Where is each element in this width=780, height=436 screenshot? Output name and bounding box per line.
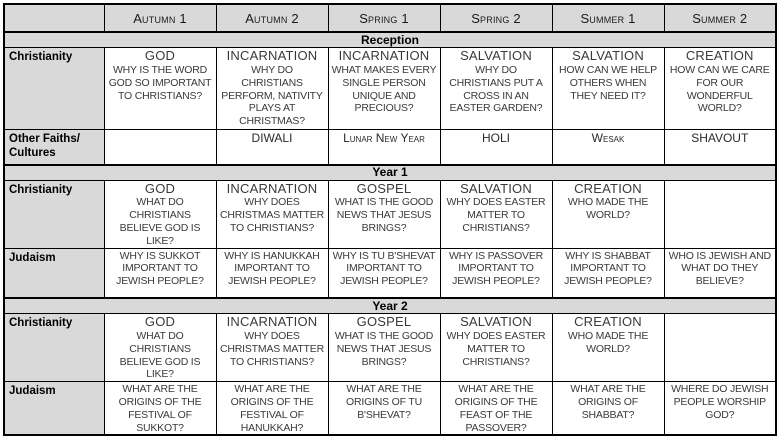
cell-reception-other-autumn1 <box>104 130 216 165</box>
unit-question: WHERE DO JEWISH PEOPLE WORSHIP GOD? <box>671 383 769 421</box>
year2-band-label: Year 2 <box>4 298 776 314</box>
unit-question: WHY IS SUKKOT IMPORTANT TO JEWISH PEOPLE? <box>116 249 204 288</box>
column-header-autumn2: Autumn 2 <box>216 4 328 32</box>
cell-y1-judaism-autumn2 <box>216 248 328 298</box>
unit-title: INCARNATION <box>226 180 318 196</box>
unit-title: CREATION <box>574 180 642 196</box>
cell-reception-other-summer1: Wesak <box>552 130 664 165</box>
cell-y1-christianity-spring2 <box>440 180 552 248</box>
unit-question: WHY DOES EASTER MATTER TO CHRISTIANS? <box>446 330 546 368</box>
unit-title: GOD <box>144 180 176 196</box>
cell-reception-christianity-summer2 <box>664 48 776 130</box>
unit-title: INCARNATION <box>226 314 318 330</box>
row-label-christianity: Christianity <box>4 48 104 130</box>
unit-question: WHY DOES EASTER MATTER TO CHRISTIANS? <box>446 196 546 235</box>
cell-y2-christianity-spring1 <box>328 314 440 382</box>
cell-y2-judaism-autumn1 <box>104 382 216 436</box>
unit-question: WHAT ARE THE ORIGINS OF THE FEAST OF THE PASSOVER? <box>454 383 538 434</box>
corner-cell <box>4 4 104 32</box>
cell-y1-judaism-spring2 <box>440 248 552 298</box>
cell-y2-christianity-summer1 <box>552 314 664 382</box>
unit-question: HOW CAN WE HELP OTHERS WHEN THEY NEED IT? <box>559 63 657 102</box>
unit-title: GOD <box>144 48 176 63</box>
cell-y2-judaism-spring1 <box>328 382 440 436</box>
cell-reception-other-spring2: HOLI <box>440 130 552 165</box>
cell-reception-christianity-spring2 <box>440 48 552 130</box>
unit-question: WHY DO CHRISTIANS PUT A CROSS IN AN EASTER GARDEN? <box>449 63 543 115</box>
cell-y2-judaism-spring2 <box>440 382 552 436</box>
year2-band-row <box>4 298 776 314</box>
unit-question: WHAT IS THE GOOD NEWS THAT JESUS BRINGS? <box>334 330 434 368</box>
cell-y1-christianity-spring1 <box>328 180 440 248</box>
column-header-spring1: Spring 1 <box>328 4 440 32</box>
unit-question: WHAT IS THE GOOD NEWS THAT JESUS BRINGS? <box>334 196 434 235</box>
column-header-spring2: Spring 2 <box>440 4 552 32</box>
column-header-summer1: Summer 1 <box>552 4 664 32</box>
unit-question: WHY DOES CHRISTMAS MATTER TO CHRISTIANS? <box>220 196 324 235</box>
cell-y2-judaism-autumn2 <box>216 382 328 436</box>
cell-y1-christianity-summer1 <box>552 180 664 248</box>
row-label-judaism: Judaism <box>4 382 104 436</box>
re-curriculum-table <box>3 3 777 436</box>
unit-title: GOD <box>144 314 176 330</box>
unit-title: SALVATION <box>572 48 644 63</box>
year1-judaism-row <box>4 248 776 298</box>
unit-question: WHAT ARE THE ORIGINS OF SHABBAT? <box>570 383 646 421</box>
cell-y1-judaism-summer1 <box>552 248 664 298</box>
reception-christianity-row <box>4 48 776 130</box>
unit-title: CREATION <box>685 48 754 63</box>
column-header-summer2: Summer 2 <box>664 4 776 32</box>
reception-band-row <box>4 32 776 48</box>
unit-title: GOSPEL <box>356 180 412 196</box>
cell-y1-christianity-summer2 <box>664 180 776 248</box>
row-label-christianity: Christianity <box>4 180 104 248</box>
reception-band-label: Reception <box>4 32 776 48</box>
unit-question: WHO MADE THE WORLD? <box>567 196 649 222</box>
unit-question: WHY IS HANUKKAH IMPORTANT TO JEWISH PEOPLE? <box>224 249 320 288</box>
cell-reception-other-autumn2: DIWALI <box>216 130 328 165</box>
cell-y2-christianity-autumn2 <box>216 314 328 382</box>
cell-reception-other-spring1: Lunar New Year <box>328 130 440 165</box>
unit-question: WHY IS SHABBAT IMPORTANT TO JEWISH PEOPLE? <box>564 249 652 288</box>
unit-question: WHO MADE THE WORLD? <box>567 330 649 355</box>
reception-other-faiths-row <box>4 130 776 165</box>
column-header-autumn1: Autumn 1 <box>104 4 216 32</box>
unit-question: WHAT ARE THE ORIGINS OF TU B'SHEVAT? <box>346 383 422 421</box>
cell-y2-christianity-spring2 <box>440 314 552 382</box>
cell-reception-christianity-summer1 <box>552 48 664 130</box>
unit-question: WHY IS PASSOVER IMPORTANT TO JEWISH PEOPLE? <box>448 249 544 288</box>
unit-question: WHY DOES CHRISTMAS MATTER TO CHRISTIANS? <box>220 330 324 368</box>
row-label-other-faiths: Other Faiths/ Cultures <box>4 130 104 165</box>
cell-y2-judaism-summer1 <box>552 382 664 436</box>
unit-title: SALVATION <box>460 180 532 196</box>
year2-christianity-row <box>4 314 776 382</box>
cell-y1-judaism-spring1 <box>328 248 440 298</box>
row-label-judaism: Judaism <box>4 248 104 298</box>
unit-title: INCARNATION <box>338 48 430 63</box>
year2-judaism-row <box>4 382 776 436</box>
unit-title: GOSPEL <box>356 314 412 330</box>
unit-question: WHAT DO CHRISTIANS BELIEVE GOD IS LIKE? <box>119 330 201 381</box>
unit-title: INCARNATION <box>226 48 318 63</box>
cell-y2-christianity-summer2 <box>664 314 776 382</box>
unit-question: WHAT MAKES EVERY SINGLE PERSON UNIQUE AND PRECIOUS? <box>331 63 437 115</box>
cell-reception-christianity-autumn1 <box>104 48 216 130</box>
unit-question: WHAT DO CHRISTIANS BELIEVE GOD IS LIKE? <box>119 196 201 247</box>
unit-question: WHY DO CHRISTIANS PERFORM, NATIVITY PLAYS AT CHRISTMAS? <box>221 63 323 128</box>
unit-question: HOW CAN WE CARE FOR OUR WONDERFUL WORLD? <box>669 63 770 115</box>
cell-y2-judaism-summer2 <box>664 382 776 436</box>
cell-y1-christianity-autumn1 <box>104 180 216 248</box>
unit-question: WHY IS TU B'SHEVAT IMPORTANT TO JEWISH PEOPLE? <box>332 249 436 288</box>
unit-title: CREATION <box>574 314 642 330</box>
year1-band-row <box>4 165 776 181</box>
year1-band-label: Year 1 <box>4 165 776 181</box>
unit-title: SALVATION <box>460 48 532 63</box>
unit-title: SALVATION <box>460 314 532 330</box>
cell-y1-christianity-autumn2 <box>216 180 328 248</box>
header-row <box>4 4 776 32</box>
cell-y2-christianity-autumn1 <box>104 314 216 382</box>
unit-question: WHAT ARE THE ORIGINS OF THE FESTIVAL OF SUKKOT? <box>118 383 202 434</box>
unit-question: WHO IS JEWISH AND WHAT DO THEY BELIEVE? <box>668 249 771 288</box>
cell-reception-christianity-spring1 <box>328 48 440 130</box>
cell-reception-other-summer2: SHAVOUT <box>664 130 776 165</box>
cell-y1-judaism-autumn1 <box>104 248 216 298</box>
year1-christianity-row <box>4 180 776 248</box>
unit-question: WHAT ARE THE ORIGINS OF THE FESTIVAL OF HANUKKAH? <box>230 383 314 434</box>
cell-reception-christianity-autumn2 <box>216 48 328 130</box>
cell-y1-judaism-summer2 <box>664 248 776 298</box>
unit-question: WHY IS THE WORD GOD SO IMPORTANT TO CHRISTIANS? <box>108 63 212 102</box>
row-label-christianity: Christianity <box>4 314 104 382</box>
